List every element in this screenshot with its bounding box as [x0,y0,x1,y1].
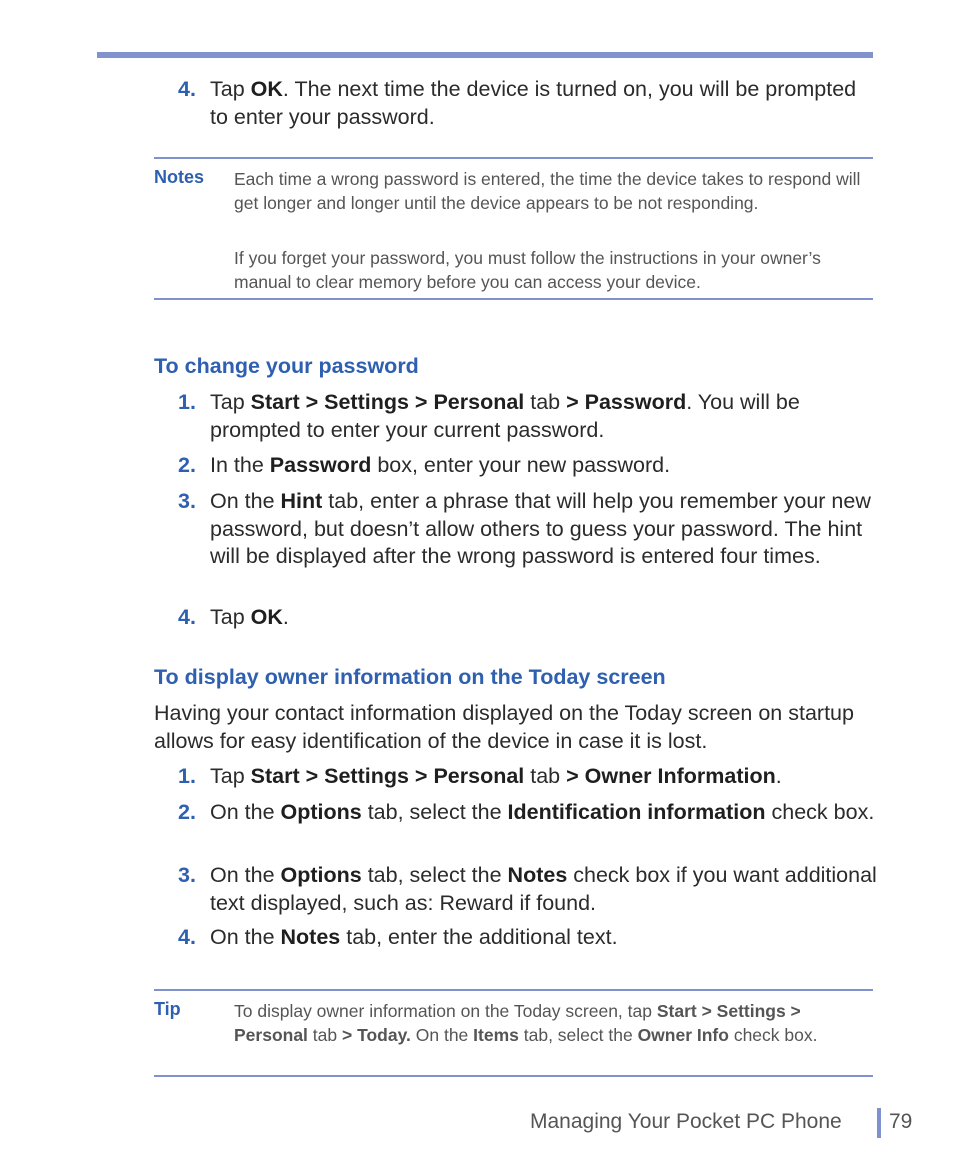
tip-box [154,989,873,1077]
s1-step-2 [178,452,878,480]
step-text: Tap OK. The next time the device is turned on, you will be prompted to enter your password. [210,77,857,129]
section-intro: Having your contact information displayed on the Today screen on startup allows for easy identification of the device in case it is lost. [154,701,854,753]
step-number: 4. [178,77,196,101]
step-number: 3. [178,489,196,513]
step-number: 2. [178,800,196,824]
footer-title: Managing Your Pocket PC Phone [530,1110,842,1133]
notes-paragraph-2: If you forget your password, you must follow the instructions in your owner’s manual to clear memory before you can access your device. [234,248,821,292]
step-text: Tap Start > Settings > Personal tab > Password. You will be prompted to enter your current password. [210,390,800,442]
s1-step-4 [178,604,878,632]
step-number: 3. [178,863,196,887]
s1-step-1 [178,389,878,444]
step-text: On the Notes tab, enter the additional text. [210,925,618,949]
s2-step-1 [178,763,878,791]
page-number: 79 [889,1110,913,1133]
step-text: Tap OK. [210,605,289,629]
step-text: On the Options tab, select the Notes check box if you want additional text displayed, such as: Reward if found. [210,863,877,915]
footer-divider [877,1108,881,1138]
step-number: 1. [178,764,196,788]
section-heading-change-password: To change your password [154,354,419,378]
tip-text: To display owner information on the Today screen, tap Start > Settings > Personal tab > Today. On the Items tab, select the Owner Info check box. [234,1001,818,1045]
notes-paragraph-1: Each time a wrong password is entered, the time the device takes to respond will get longer and longer until the device appears to be not responding. [234,169,861,213]
step-text: Tap Start > Settings > Personal tab > Owner Information. [210,764,782,788]
step-number: 4. [178,605,196,629]
s2-step-2 [178,799,878,827]
step-number: 2. [178,453,196,477]
prev-step-4 [178,76,878,131]
notes-label: Notes [154,167,205,187]
section-heading-owner-info: To display owner information on the Today screen [154,665,666,689]
step-number: 1. [178,390,196,414]
step-text: In the Password box, enter your new password. [210,453,671,477]
step-text: On the Options tab, select the Identification information check box. [210,800,875,824]
top-rule [97,52,873,58]
tip-label: Tip [154,999,181,1019]
s1-step-3 [178,488,878,571]
notes-box [154,157,873,300]
step-number: 4. [178,925,196,949]
s2-step-4 [178,924,878,952]
step-text: On the Hint tab, enter a phrase that will help you remember your new password, but doesn’t allow others to guess your password. The hint will be displayed after the wrong password is entered four times. [210,489,871,568]
s2-step-3 [178,862,878,917]
